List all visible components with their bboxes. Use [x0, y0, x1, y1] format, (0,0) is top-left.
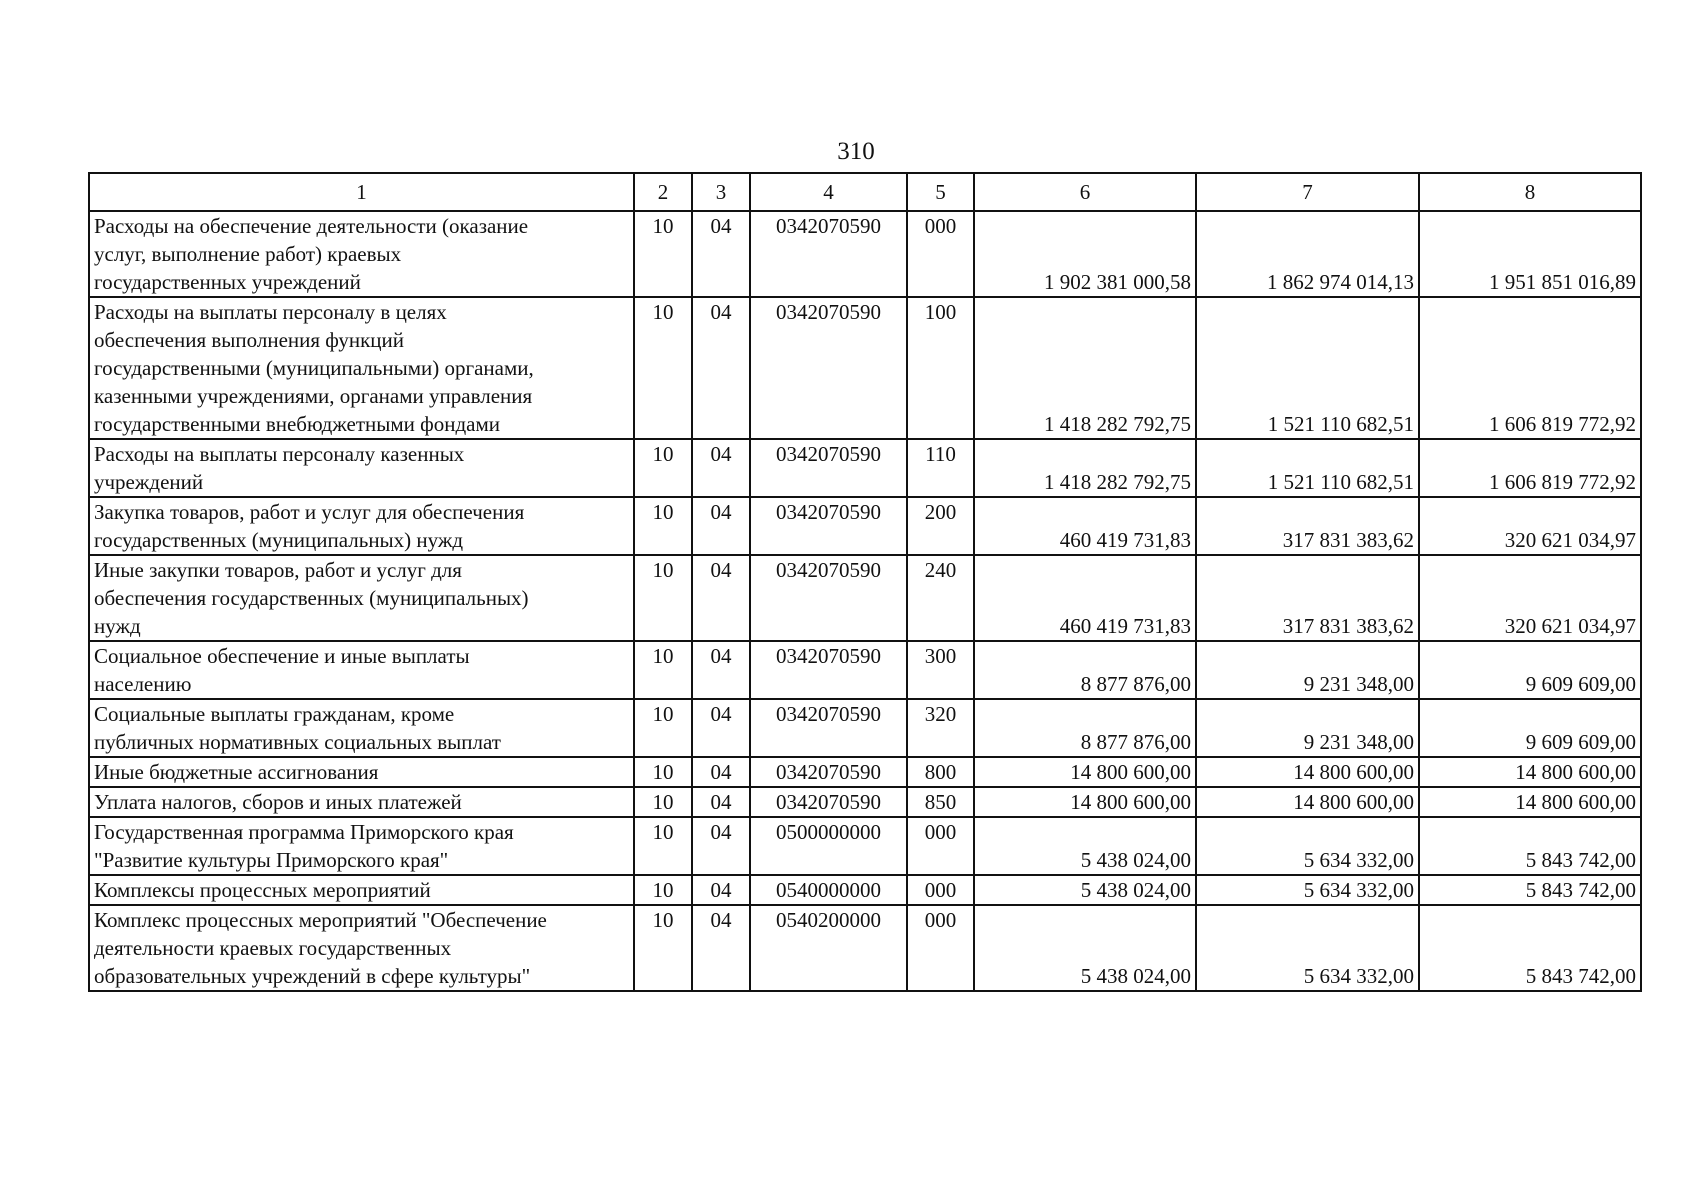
amount-cell-col7: 14 800 600,00 [1196, 757, 1419, 787]
subsection-code-cell: 04 [692, 497, 750, 555]
amount-cell-col7: 1 521 110 682,51 [1196, 297, 1419, 439]
amount-cell-col8: 320 621 034,97 [1419, 497, 1641, 555]
amount-cell-col7: 317 831 383,62 [1196, 555, 1419, 641]
amount-cell-col8: 5 843 742,00 [1419, 905, 1641, 991]
amount-cell-col7: 5 634 332,00 [1196, 875, 1419, 905]
section-code-cell: 10 [634, 875, 692, 905]
expense-name-line: образовательных учреждений в сфере культуры" [94, 964, 531, 988]
table-row [89, 439, 1641, 497]
expense-name-line: обеспечения выполнения функций [94, 328, 405, 352]
section-code-cell: 10 [634, 817, 692, 875]
budget-table [88, 172, 1642, 992]
budget-table-body [89, 173, 1641, 991]
target-article-code-cell: 0342070590 [750, 497, 907, 555]
expense-type-code-cell: 850 [907, 787, 974, 817]
amount-cell-col7: 9 231 348,00 [1196, 641, 1419, 699]
section-code-cell: 10 [634, 787, 692, 817]
expense-type-code-cell: 240 [907, 555, 974, 641]
expense-name-cell [89, 757, 634, 787]
header-cell: 2 [634, 173, 692, 211]
section-code-cell: 10 [634, 757, 692, 787]
expense-name-cell [89, 699, 634, 757]
amount-cell-col6: 5 438 024,00 [974, 817, 1196, 875]
expense-type-code-cell: 000 [907, 817, 974, 875]
subsection-code-cell: 04 [692, 875, 750, 905]
amount-cell-col8: 1 951 851 016,89 [1419, 211, 1641, 297]
table-row [89, 787, 1641, 817]
page-number: 310 [837, 138, 875, 165]
target-article-code-cell: 0500000000 [750, 817, 907, 875]
amount-cell-col7: 1 862 974 014,13 [1196, 211, 1419, 297]
expense-name-line: Социальное обеспечение и иные выплаты [94, 644, 470, 668]
subsection-code-cell: 04 [692, 641, 750, 699]
target-article-code-cell: 0540000000 [750, 875, 907, 905]
expense-name-line: государственных (муниципальных) нужд [94, 528, 464, 552]
subsection-code-cell: 04 [692, 439, 750, 497]
header-cell: 5 [907, 173, 974, 211]
expense-name-line: Комплекс процессных мероприятий "Обеспечение [94, 908, 547, 932]
subsection-code-cell: 04 [692, 699, 750, 757]
table-row [89, 211, 1641, 297]
amount-cell-col8: 14 800 600,00 [1419, 787, 1641, 817]
section-code-cell: 10 [634, 905, 692, 991]
section-code-cell: 10 [634, 641, 692, 699]
expense-name-line: учреждений [94, 470, 204, 494]
expense-name-cell [89, 905, 634, 991]
expense-name-line: услуг, выполнение работ) краевых [94, 242, 402, 266]
target-article-code-cell: 0342070590 [750, 699, 907, 757]
target-article-code-cell: 0342070590 [750, 757, 907, 787]
amount-cell-col6: 460 419 731,83 [974, 497, 1196, 555]
table-row [89, 757, 1641, 787]
header-cell: 4 [750, 173, 907, 211]
target-article-code-cell: 0342070590 [750, 211, 907, 297]
target-article-code-cell: 0342070590 [750, 297, 907, 439]
expense-name-line: Расходы на обеспечение деятельности (оказание [94, 214, 529, 238]
amount-cell-col8: 9 609 609,00 [1419, 641, 1641, 699]
expense-type-code-cell: 100 [907, 297, 974, 439]
amount-cell-col7: 9 231 348,00 [1196, 699, 1419, 757]
expense-name-cell [89, 555, 634, 641]
expense-name-line: населению [94, 672, 192, 696]
expense-name-cell [89, 641, 634, 699]
expense-name-cell [89, 439, 634, 497]
expense-type-code-cell: 000 [907, 875, 974, 905]
amount-cell-col6: 460 419 731,83 [974, 555, 1196, 641]
amount-cell-col6: 8 877 876,00 [974, 641, 1196, 699]
amount-cell-col6: 1 902 381 000,58 [974, 211, 1196, 297]
section-code-cell: 10 [634, 211, 692, 297]
expense-name-line: "Развитие культуры Приморского края" [94, 848, 449, 872]
amount-cell-col7: 5 634 332,00 [1196, 817, 1419, 875]
amount-cell-col8: 5 843 742,00 [1419, 875, 1641, 905]
amount-cell-col6: 14 800 600,00 [974, 787, 1196, 817]
header-cell: 7 [1196, 173, 1419, 211]
expense-name-line: деятельности краевых государственных [94, 936, 452, 960]
amount-cell-col7: 317 831 383,62 [1196, 497, 1419, 555]
table-header-row [89, 173, 1641, 211]
amount-cell-col7: 14 800 600,00 [1196, 787, 1419, 817]
subsection-code-cell: 04 [692, 297, 750, 439]
subsection-code-cell: 04 [692, 817, 750, 875]
amount-cell-col6: 8 877 876,00 [974, 699, 1196, 757]
amount-cell-col6: 14 800 600,00 [974, 757, 1196, 787]
amount-cell-col8: 5 843 742,00 [1419, 817, 1641, 875]
header-cell: 8 [1419, 173, 1641, 211]
expense-name-cell [89, 211, 634, 297]
amount-cell-col8: 320 621 034,97 [1419, 555, 1641, 641]
target-article-code-cell: 0540200000 [750, 905, 907, 991]
amount-cell-col7: 1 521 110 682,51 [1196, 439, 1419, 497]
target-article-code-cell: 0342070590 [750, 787, 907, 817]
table-row [89, 555, 1641, 641]
subsection-code-cell: 04 [692, 905, 750, 991]
expense-name-cell [89, 787, 634, 817]
expense-name-line: Расходы на выплаты персоналу в целях [94, 300, 447, 324]
table-row [89, 641, 1641, 699]
expense-type-code-cell: 000 [907, 211, 974, 297]
expense-type-code-cell: 800 [907, 757, 974, 787]
section-code-cell: 10 [634, 497, 692, 555]
expense-name-cell [89, 875, 634, 905]
amount-cell-col6: 1 418 282 792,75 [974, 439, 1196, 497]
expense-name-line: государственными внебюджетными фондами [94, 412, 501, 436]
header-cell: 6 [974, 173, 1196, 211]
expense-type-code-cell: 000 [907, 905, 974, 991]
amount-cell-col8: 14 800 600,00 [1419, 757, 1641, 787]
expense-name-line: Государственная программа Приморского края [94, 820, 514, 844]
target-article-code-cell: 0342070590 [750, 439, 907, 497]
amount-cell-col8: 1 606 819 772,92 [1419, 297, 1641, 439]
section-code-cell: 10 [634, 297, 692, 439]
table-row [89, 905, 1641, 991]
expense-name-line: Социальные выплаты гражданам, кроме [94, 702, 455, 726]
expense-name-line: казенными учреждениями, органами управления [94, 384, 533, 408]
expense-type-code-cell: 320 [907, 699, 974, 757]
table-row [89, 699, 1641, 757]
expense-name-line: обеспечения государственных (муниципальных) [94, 586, 529, 610]
table-row [89, 817, 1641, 875]
amount-cell-col8: 9 609 609,00 [1419, 699, 1641, 757]
subsection-code-cell: 04 [692, 787, 750, 817]
section-code-cell: 10 [634, 699, 692, 757]
amount-cell-col8: 1 606 819 772,92 [1419, 439, 1641, 497]
expense-name-line: государственных учреждений [94, 270, 361, 294]
amount-cell-col6: 5 438 024,00 [974, 905, 1196, 991]
subsection-code-cell: 04 [692, 757, 750, 787]
expense-type-code-cell: 300 [907, 641, 974, 699]
expense-type-code-cell: 110 [907, 439, 974, 497]
expense-name-line: нужд [94, 614, 141, 638]
subsection-code-cell: 04 [692, 555, 750, 641]
expense-name-line: государственными (муниципальными) органами, [94, 356, 534, 380]
subsection-code-cell: 04 [692, 211, 750, 297]
expense-name-cell [89, 297, 634, 439]
header-cell: 3 [692, 173, 750, 211]
amount-cell-col6: 1 418 282 792,75 [974, 297, 1196, 439]
expense-name-line: Уплата налогов, сборов и иных платежей [94, 790, 462, 814]
target-article-code-cell: 0342070590 [750, 641, 907, 699]
target-article-code-cell: 0342070590 [750, 555, 907, 641]
expense-name-line: Закупка товаров, работ и услуг для обеспечения [94, 500, 525, 524]
expense-name-cell [89, 817, 634, 875]
section-code-cell: 10 [634, 439, 692, 497]
table-row [89, 875, 1641, 905]
table-row [89, 497, 1641, 555]
table-row [89, 297, 1641, 439]
amount-cell-col6: 5 438 024,00 [974, 875, 1196, 905]
expense-name-line: Расходы на выплаты персоналу казенных [94, 442, 465, 466]
header-cell: 1 [89, 173, 634, 211]
expense-name-line: Комплексы процессных мероприятий [94, 878, 431, 902]
expense-name-cell [89, 497, 634, 555]
expense-name-line: Иные бюджетные ассигнования [94, 760, 379, 784]
expense-name-line: Иные закупки товаров, работ и услуг для [94, 558, 462, 582]
expense-name-line: публичных нормативных социальных выплат [94, 730, 501, 754]
section-code-cell: 10 [634, 555, 692, 641]
amount-cell-col7: 5 634 332,00 [1196, 905, 1419, 991]
expense-type-code-cell: 200 [907, 497, 974, 555]
